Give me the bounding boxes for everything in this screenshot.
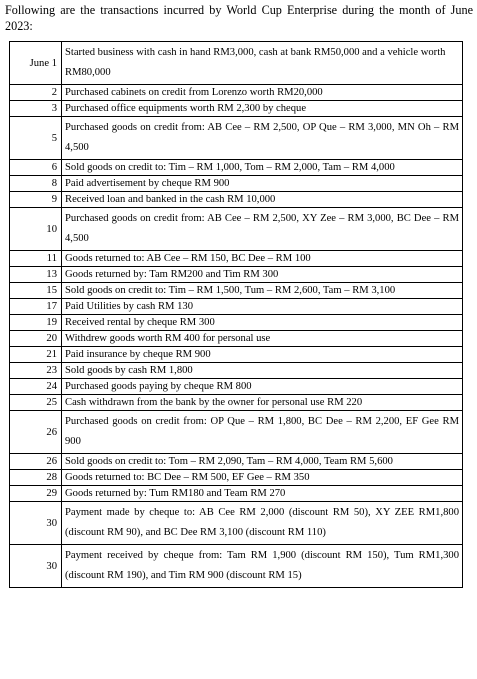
transaction-date: 21 <box>10 347 62 363</box>
table-row <box>10 395 463 411</box>
transaction-description: Paid advertisement by cheque RM 900 <box>62 176 463 192</box>
transaction-date: 10 <box>10 208 62 251</box>
transaction-description: Goods returned to: BC Dee – RM 500, EF Gee – RM 350 <box>62 470 463 486</box>
transaction-description: Purchased cabinets on credit from Lorenzo worth RM20,000 <box>62 85 463 101</box>
table-row <box>10 454 463 470</box>
table-row <box>10 283 463 299</box>
transaction-description: Goods returned by: Tam RM200 and Tim RM 300 <box>62 267 463 283</box>
transaction-date: 26 <box>10 454 62 470</box>
table-row <box>10 85 463 101</box>
table-row <box>10 379 463 395</box>
transaction-description: Goods returned by: Tum RM180 and Team RM 270 <box>62 486 463 502</box>
transaction-date: 8 <box>10 176 62 192</box>
transaction-description: Started business with cash in hand RM3,000, cash at bank RM50,000 and a vehicle worth RM80,000 <box>62 42 463 85</box>
transaction-date: 5 <box>10 117 62 160</box>
transaction-description: Purchased goods on credit from: AB Cee – RM 2,500, OP Que – RM 3,000, MN Oh – RM 4,500 <box>62 117 463 160</box>
transaction-date: 24 <box>10 379 62 395</box>
table-row <box>10 545 463 588</box>
transaction-description: Purchased office equipments worth RM 2,300 by cheque <box>62 101 463 117</box>
transaction-date: 6 <box>10 160 62 176</box>
transaction-description: Sold goods on credit to: Tim – RM 1,000, Tom – RM 2,000, Tam – RM 4,000 <box>62 160 463 176</box>
table-row <box>10 101 463 117</box>
transaction-description: Sold goods on credit to: Tom – RM 2,090, Tam – RM 4,000, Team RM 5,600 <box>62 454 463 470</box>
transaction-description: Sold goods on credit to: Tim – RM 1,500, Tum – RM 2,600, Tam – RM 3,100 <box>62 283 463 299</box>
table-row <box>10 315 463 331</box>
table-row <box>10 160 463 176</box>
table-row <box>10 117 463 160</box>
transaction-description: Paid insurance by cheque RM 900 <box>62 347 463 363</box>
transaction-date: 13 <box>10 267 62 283</box>
table-row <box>10 208 463 251</box>
intro-paragraph: Following are the transactions incurred by World Cup Enterprise during the month of June 2023: <box>5 3 473 33</box>
transaction-date: 26 <box>10 411 62 454</box>
transaction-date: 17 <box>10 299 62 315</box>
transaction-date: 2 <box>10 85 62 101</box>
transaction-description: Cash withdrawn from the bank by the owner for personal use RM 220 <box>62 395 463 411</box>
transaction-description: Withdrew goods worth RM 400 for personal use <box>62 331 463 347</box>
transaction-description: Sold goods by cash RM 1,800 <box>62 363 463 379</box>
table-row <box>10 411 463 454</box>
table-row <box>10 176 463 192</box>
transaction-description: Received loan and banked in the cash RM 10,000 <box>62 192 463 208</box>
transaction-description: Purchased goods on credit from: OP Que – RM 1,800, BC Dee – RM 2,200, EF Gee RM 900 <box>62 411 463 454</box>
transaction-date: 29 <box>10 486 62 502</box>
transaction-date: 15 <box>10 283 62 299</box>
transaction-date: 9 <box>10 192 62 208</box>
transaction-description: Goods returned to: AB Cee – RM 150, BC Dee – RM 100 <box>62 251 463 267</box>
transaction-description: Purchased goods paying by cheque RM 800 <box>62 379 463 395</box>
table-row <box>10 486 463 502</box>
transaction-description: Paid Utilities by cash RM 130 <box>62 299 463 315</box>
transaction-date: June 1 <box>10 42 62 85</box>
transaction-description: Received rental by cheque RM 300 <box>62 315 463 331</box>
table-row <box>10 192 463 208</box>
table-row <box>10 299 463 315</box>
table-row <box>10 267 463 283</box>
transaction-date: 20 <box>10 331 62 347</box>
table-row <box>10 470 463 486</box>
transaction-date: 30 <box>10 545 62 588</box>
transaction-date: 3 <box>10 101 62 117</box>
transaction-description: Payment received by cheque from: Tam RM 1,900 (discount RM 150), Tum RM1,300 (discount RM 190), and Tim RM 900 (discount RM 15) <box>62 545 463 588</box>
transactions-table <box>9 41 463 588</box>
transaction-date: 11 <box>10 251 62 267</box>
transaction-description: Purchased goods on credit from: AB Cee – RM 2,500, XY Zee – RM 3,000, BC Dee – RM 4,500 <box>62 208 463 251</box>
transaction-date: 23 <box>10 363 62 379</box>
table-row <box>10 251 463 267</box>
transaction-description: Payment made by cheque to: AB Cee RM 2,000 (discount RM 50), XY ZEE RM1,800 (discount RM 90), and BC Dee RM 3,100 (discount RM 110) <box>62 502 463 545</box>
table-row <box>10 363 463 379</box>
transaction-date: 19 <box>10 315 62 331</box>
transaction-date: 30 <box>10 502 62 545</box>
transaction-date: 28 <box>10 470 62 486</box>
table-row <box>10 502 463 545</box>
transaction-date: 25 <box>10 395 62 411</box>
table-row <box>10 331 463 347</box>
table-row <box>10 42 463 85</box>
table-row <box>10 347 463 363</box>
